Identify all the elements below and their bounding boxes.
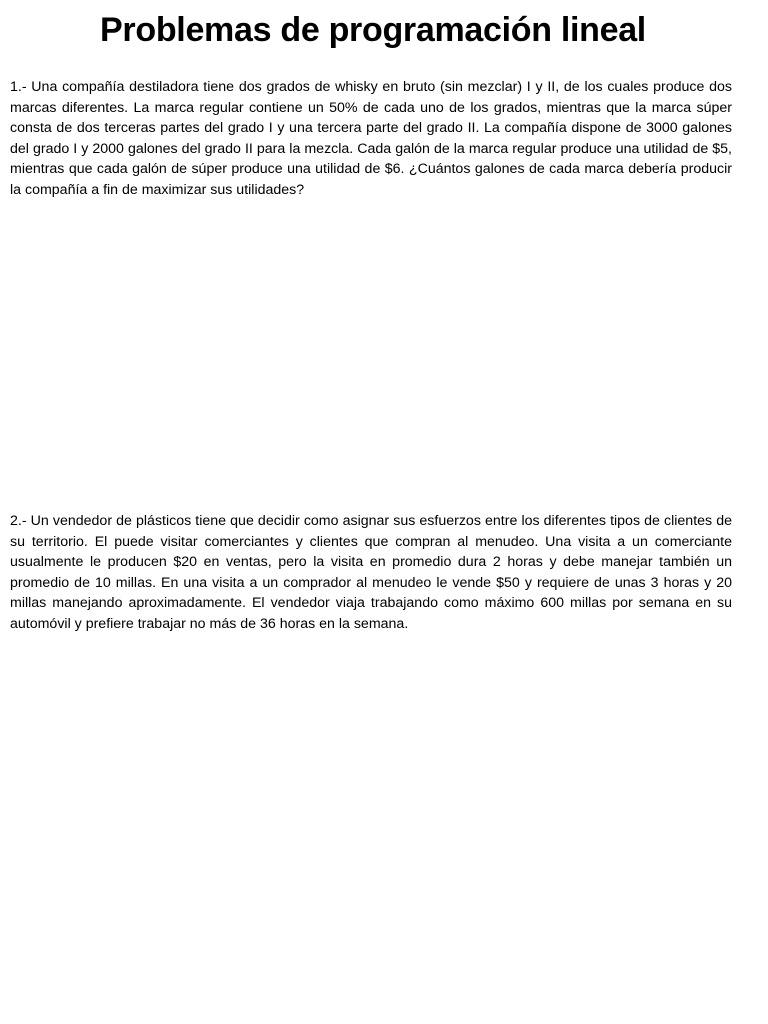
- problem-2-text: 2.- Un vendedor de plásticos tiene que decidir como asignar sus esfuerzos entre los diferentes tipos de clientes de su territorio. El puede visitar comerciantes y clientes que compran al menudeo. Una visita a un comerciante usualmente le producen $20 en ventas, pero la visita en promedio dura 2 horas y debe manejar también un promedio de 10 millas. En una visita a un comprador al menudeo le vende $50 y requiere de unas 3 horas y 20 millas manejando aproximadamente. El vendedor viaja trabajando como máximo 600 millas por semana en su automóvil y prefiere trabajar no más de 36 horas en la semana.: [10, 513, 732, 632]
- page-title: Problemas de programación lineal: [100, 11, 646, 49]
- problem-1-text: 1.- Una compañía destiladora tiene dos grados de whisky en bruto (sin mezclar) I y II, de los cuales produce dos marcas diferentes. La marca regular contiene un 50% de cada uno de los grados, mientras que la marca súper consta de dos terceras partes del grado I y una tercera parte del grado II. La compañía dispone de 3000 galones del grado I y 2000 galones del grado II para la mezcla. Cada galón de la marca regular produce una utilidad de $5, mientras que cada galón de súper produce una utilidad de $6. ¿Cuántos galones de cada marca debería producir la compañía a fin de maximizar sus utilidades?: [10, 79, 732, 198]
